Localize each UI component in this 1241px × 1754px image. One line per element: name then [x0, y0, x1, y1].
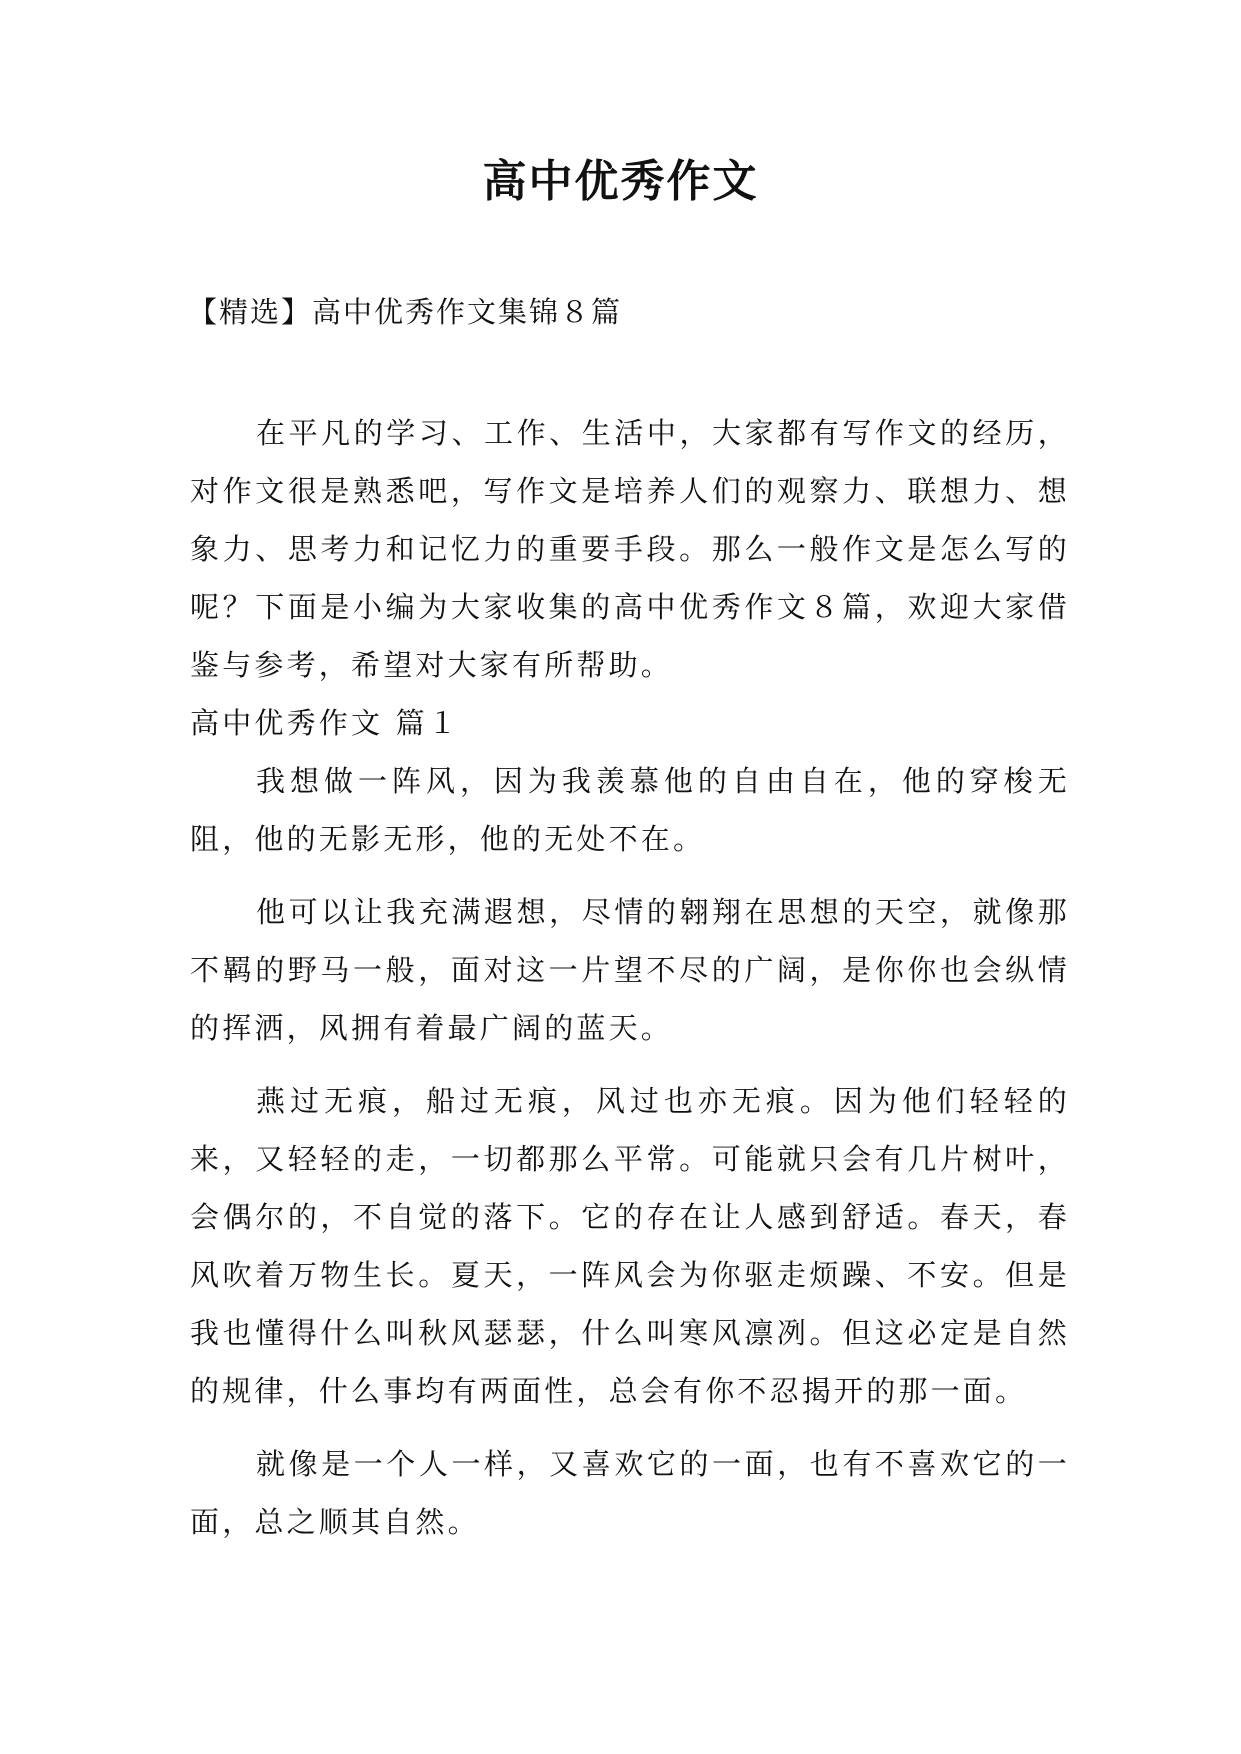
essay-paragraph: 他可以让我充满遐想，尽情的翱翔在思想的天空，就像那不羁的野马一般，面对这一片望不尽的广阔，是你你也会纵情的挥洒，风拥有着最广阔的蓝天。	[190, 895, 1070, 1045]
essay-paragraph: 我想做一阵风，因为我羡慕他的自由自在，他的穿梭无阻，他的无影无形，他的无处不在。	[190, 764, 1070, 856]
essay-paragraph: 燕过无痕，船过无痕，风过也亦无痕。因为他们轻轻的来，又轻轻的走，一切都那么平常。可能就只会有几片树叶，会偶尔的，不自觉的落下。它的存在让人感到舒适。春天，春风吹着万物生长。夏天，一阵风会为你驱走烦躁、不安。但是我也懂得什么叫秋风瑟瑟，什么叫寒风凛冽。但这必定是自然的规律，什么事均有两面性，总会有你不忍揭开的那一面。	[190, 1084, 1070, 1408]
intro-paragraph: 在平凡的学习、工作、生活中，大家都有写作文的经历，对作文很是熟悉吧，写作文是培养人们的观察力、联想力、想象力、思考力和记忆力的重要手段。那么一般作文是怎么写的呢？下面是小编为大家收集的高中优秀作文８篇，欢迎大家借鉴与参考，希望对大家有所帮助。	[190, 416, 1070, 682]
section-heading: 高中优秀作文 篇１	[190, 706, 461, 740]
document-body	[190, 404, 1070, 1551]
essay-paragraph: 就像是一个人一样，又喜欢它的一面，也有不喜欢它的一面，总之顺其自然。	[190, 1447, 1070, 1539]
document-title: 高中优秀作文	[482, 156, 759, 207]
document-subtitle: 【精选】高中优秀作文集锦８篇	[188, 295, 623, 329]
